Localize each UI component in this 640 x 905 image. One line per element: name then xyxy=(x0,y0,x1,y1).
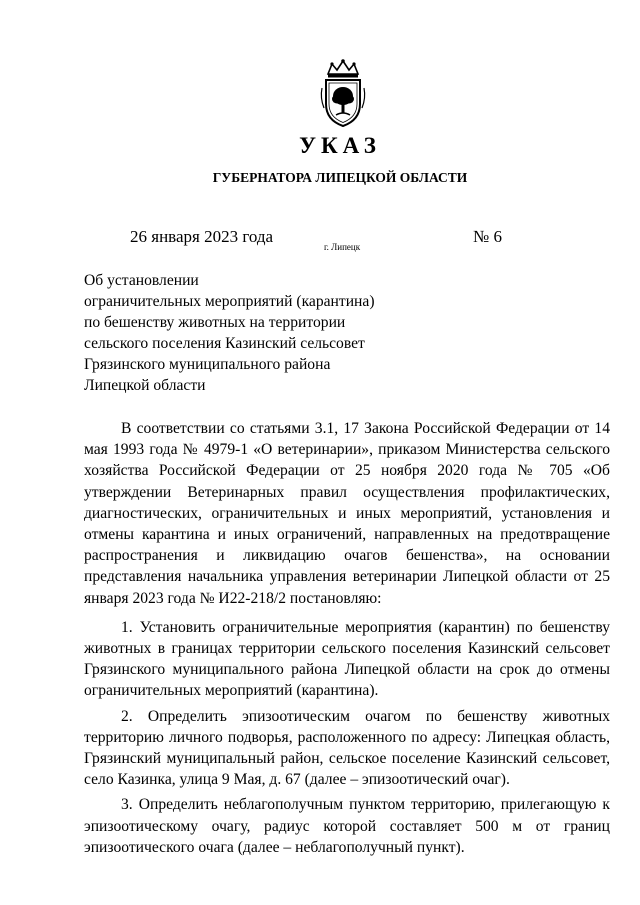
heading-line: ограничительных мероприятий (карантина) xyxy=(84,293,375,310)
document-subtitle: ГУБЕРНАТОРА ЛИПЕЦКОЙ ОБЛАСТИ xyxy=(212,170,468,185)
heading-line: Липецкой области xyxy=(84,377,206,394)
document-city: г. Липецк xyxy=(324,242,361,252)
heading-line: Грязинского муниципального района xyxy=(84,356,331,373)
preamble-paragraph: В соответствии со статьями 3.1, 17 Закона Российской Федерации от 14 мая 1993 года № 4979-1 «О ветеринарии», приказом Министерства сельского хозяйства Российской Федерации от 25 ноября 2020 года № 705 «Об утверждении Ветеринарных правил осуществления профилактических, диагностических, ограничительных и иных мероприятий, установления и отмены карантина и иных ограничений, направленных на предотвращение распространения и ликвидацию очагов бешенства», на основании представления начальника управления ветеринарии Липецкой области от 25 января 2023 года № И22-218/2 постановляю: xyxy=(84,420,610,607)
document-body xyxy=(84,418,610,862)
clause-paragraph: 2. Определить эпизоотическим очагом по бешенству животных территорию личного подворья, расположенного по адресу: Липецкая область, Грязинский муниципальный район, сельское поселение Казинский сельсовет, село Казинка, улица 9 Мая, д. 67 (далее – эпизоотический очаг). xyxy=(84,707,610,789)
heading-line: Об установлении xyxy=(84,272,199,289)
document-number: № 6 xyxy=(473,227,502,246)
document-heading xyxy=(84,270,404,396)
coat-of-arms-icon xyxy=(318,58,368,128)
clause-paragraph: 1. Установить ограничительные мероприятия (карантин) по бешенству животных в границах территории сельского поселения Казинский сельсовет Грязинского муниципального района Липецкой области на срок до отмены ограничительных мероприятий (карантина). xyxy=(84,618,610,700)
heading-line: по бешенству животных на территории xyxy=(84,314,346,331)
heading-line: сельского поселения Казинский сельсовет xyxy=(84,335,365,352)
clause-paragraph: 3. Определить неблагополучным пунктом территорию, прилегающую к эпизоотическому очагу, радиус которой составляет 500 м от границ эпизоотического очага (далее – неблагополучный пункт). xyxy=(84,796,610,856)
document-title: УКАЗ xyxy=(299,133,381,158)
document-date: 26 января 2023 года xyxy=(130,227,274,246)
